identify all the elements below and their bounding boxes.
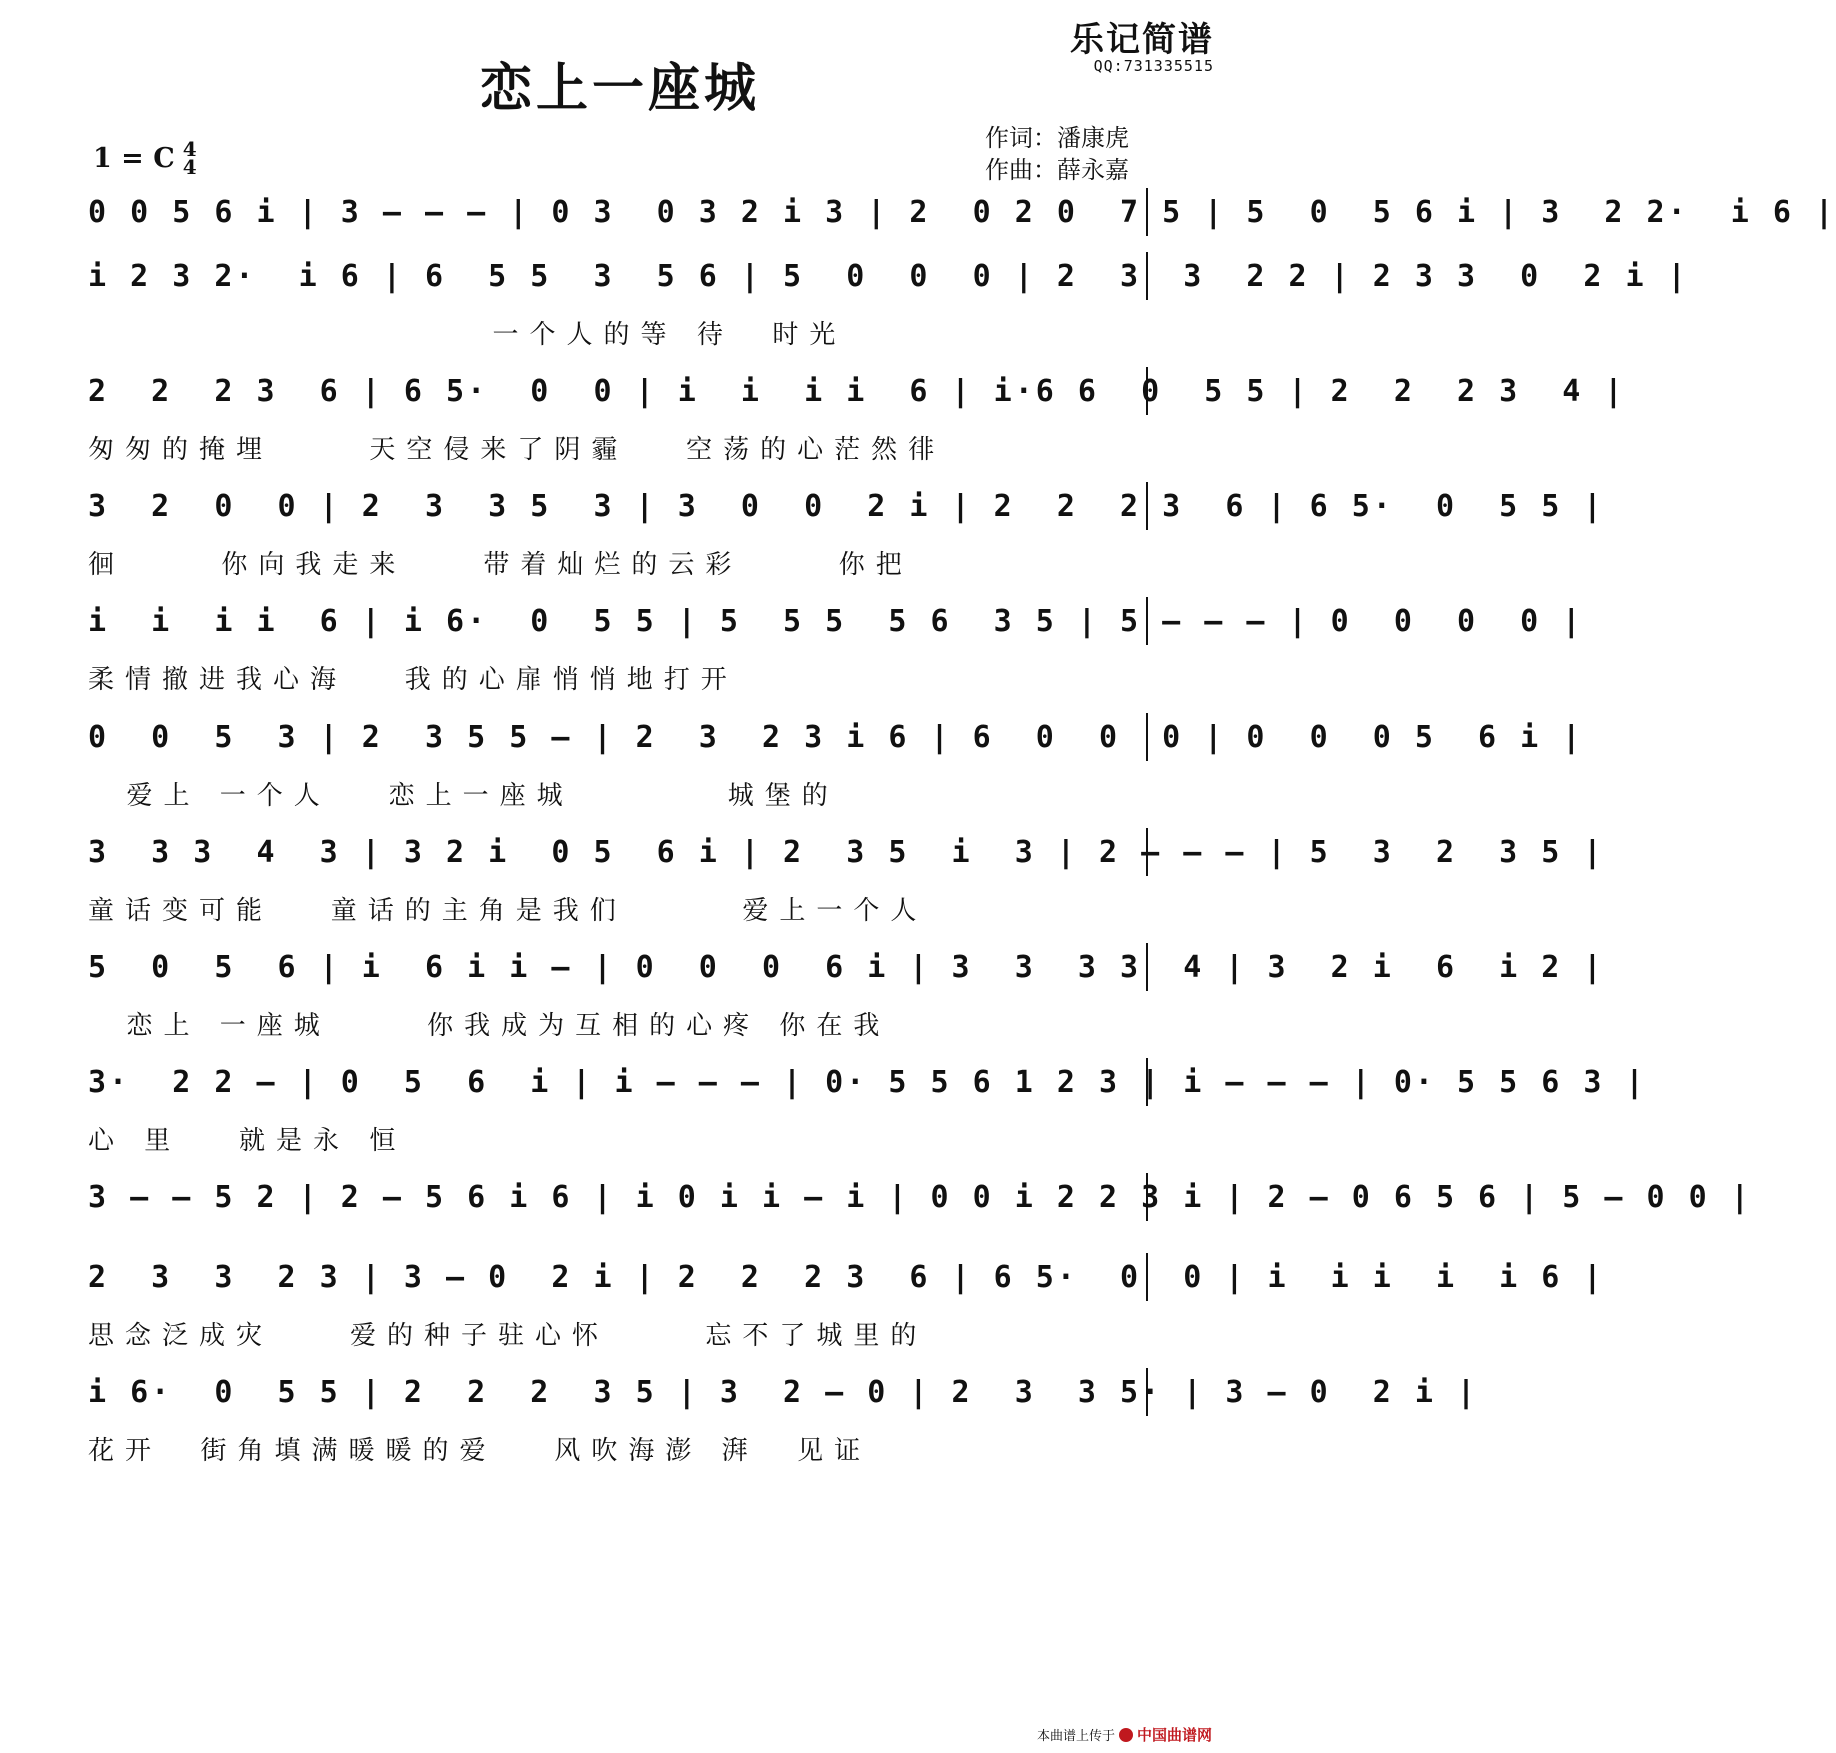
notation-line: 0 0 5 6 i | 3 — — — | 0 3 0 3 2 i 3 | 2 0 2 0 7 5 | 5 0 5 6 i | 3 2 2· i 6 | xyxy=(88,188,1148,236)
score-row xyxy=(88,1058,1647,1156)
notation-line: 3· 2 2 — | 0 5 6 i | i — — — | 0· 5 5 6 1 2 3 | i — — — | 0· 5 5 6 3 | xyxy=(88,1058,1148,1106)
lyricist: 作词：潘康虎 xyxy=(985,124,1129,152)
song-title: 恋上一座城 xyxy=(479,58,760,119)
site-logo-icon xyxy=(1119,1728,1133,1742)
notation-line: i 6· 0 5 5 | 2 2 2 3 5 | 3 2 — 0 | 2 3 3 5· | 3 — 0 2 i | xyxy=(88,1368,1148,1416)
score-row xyxy=(88,828,1605,926)
lyrics-line: 柔情撤进我心海 我的心扉悄悄地打开 xyxy=(88,665,738,695)
key-signature xyxy=(93,137,197,179)
notation-line: 3 — — 5 2 | 2 — 5 6 i 6 | i 0 i i — i | 0 0 i 2 2 3 i | 2 — 0 6 5 6 | 5 — 0 0 | xyxy=(88,1173,1148,1221)
lyrics-line: 心 里 就是永 恒 xyxy=(88,1126,407,1156)
key-tonic: 1 = C xyxy=(93,142,175,174)
notation-line: i i i i 6 | i 6· 0 5 5 | 5 5 5 5 6 3 5 | 5 — — — | 0 0 0 0 | xyxy=(88,597,1148,645)
notation-line: i 2 3 2· i 6 | 6 5 5 3 5 6 | 5 0 0 0 | 2 3 3 2 2 | 2 3 3 0 2 i | xyxy=(88,252,1148,300)
notation-line: 5 0 5 6 | i 6 i i — | 0 0 0 6 i | 3 3 3 3 4 | 3 2 i 6 i 2 | xyxy=(88,943,1148,991)
time-top: 4 xyxy=(182,137,197,161)
brand-qq: QQ:731335515 xyxy=(1093,57,1214,75)
notation-line: 3 2 0 0 | 2 3 3 5 3 | 3 0 0 2 i | 2 2 2 3 6 | 6 5· 0 5 5 | xyxy=(88,482,1148,530)
score-row xyxy=(88,1253,1605,1351)
lyrics-line: 童话变可能 童话的主角是我们 爱上一个人 xyxy=(88,896,928,926)
lyrics-line: 恋上 一座城 你我成为互相的心疼 你在我 xyxy=(88,1011,891,1041)
lyrics-line: 花开 街角填满暖暖的爱 风吹海澎 湃 见证 xyxy=(88,1436,872,1466)
lyrics-line: 匆匆的掩埋 天空侵来了阴霾 空荡的心茫然徘 xyxy=(88,435,946,465)
score-row xyxy=(88,1368,1479,1466)
footer-site[interactable]: 中国曲谱网 xyxy=(1136,1726,1212,1744)
score-row xyxy=(88,713,1584,811)
lyrics-line: 徊 你向我走来 带着灿烂的云彩 你把 xyxy=(88,550,913,580)
credits xyxy=(985,122,1129,186)
lyrics-line: 思念泛成灾 爱的种子驻心怀 忘不了城里的 xyxy=(88,1321,928,1351)
notation-line: 3 3 3 4 3 | 3 2 i 0 5 6 i | 2 3 5 i 3 | 2 — — — | 5 3 2 3 5 | xyxy=(88,828,1148,876)
brand-logo: 乐记简谱 xyxy=(1070,20,1214,60)
score-row xyxy=(88,252,1689,350)
lyrics-line: 爱上 一个人 恋上一座城 城堡的 xyxy=(88,781,839,811)
score-row xyxy=(88,482,1605,580)
notation-line: 2 3 3 2 3 | 3 — 0 2 i | 2 2 2 3 6 | 6 5· 0 0 | i i i i i 6 | xyxy=(88,1253,1148,1301)
notation-line: 0 0 5 3 | 2 3 5 5 — | 2 3 2 3 i 6 | 6 0 0 0 | 0 0 0 5 6 i | xyxy=(88,713,1148,761)
lyrics-line: 一个人的等 待 时光 xyxy=(88,320,847,350)
score-row xyxy=(88,367,1626,465)
time-bottom: 4 xyxy=(182,155,197,179)
footer-source xyxy=(1037,1724,1212,1745)
time-signature xyxy=(182,137,197,179)
composer: 作曲：薛永嘉 xyxy=(985,156,1129,184)
footer-prefix: 本曲谱上传于 xyxy=(1036,1729,1115,1744)
score-row xyxy=(88,943,1605,1041)
score-row xyxy=(88,597,1584,695)
notation-line: 2 2 2 3 6 | 6 5· 0 0 | i i i i 6 | i·6 6 0 5 5 | 2 2 2 3 4 | xyxy=(88,367,1148,415)
